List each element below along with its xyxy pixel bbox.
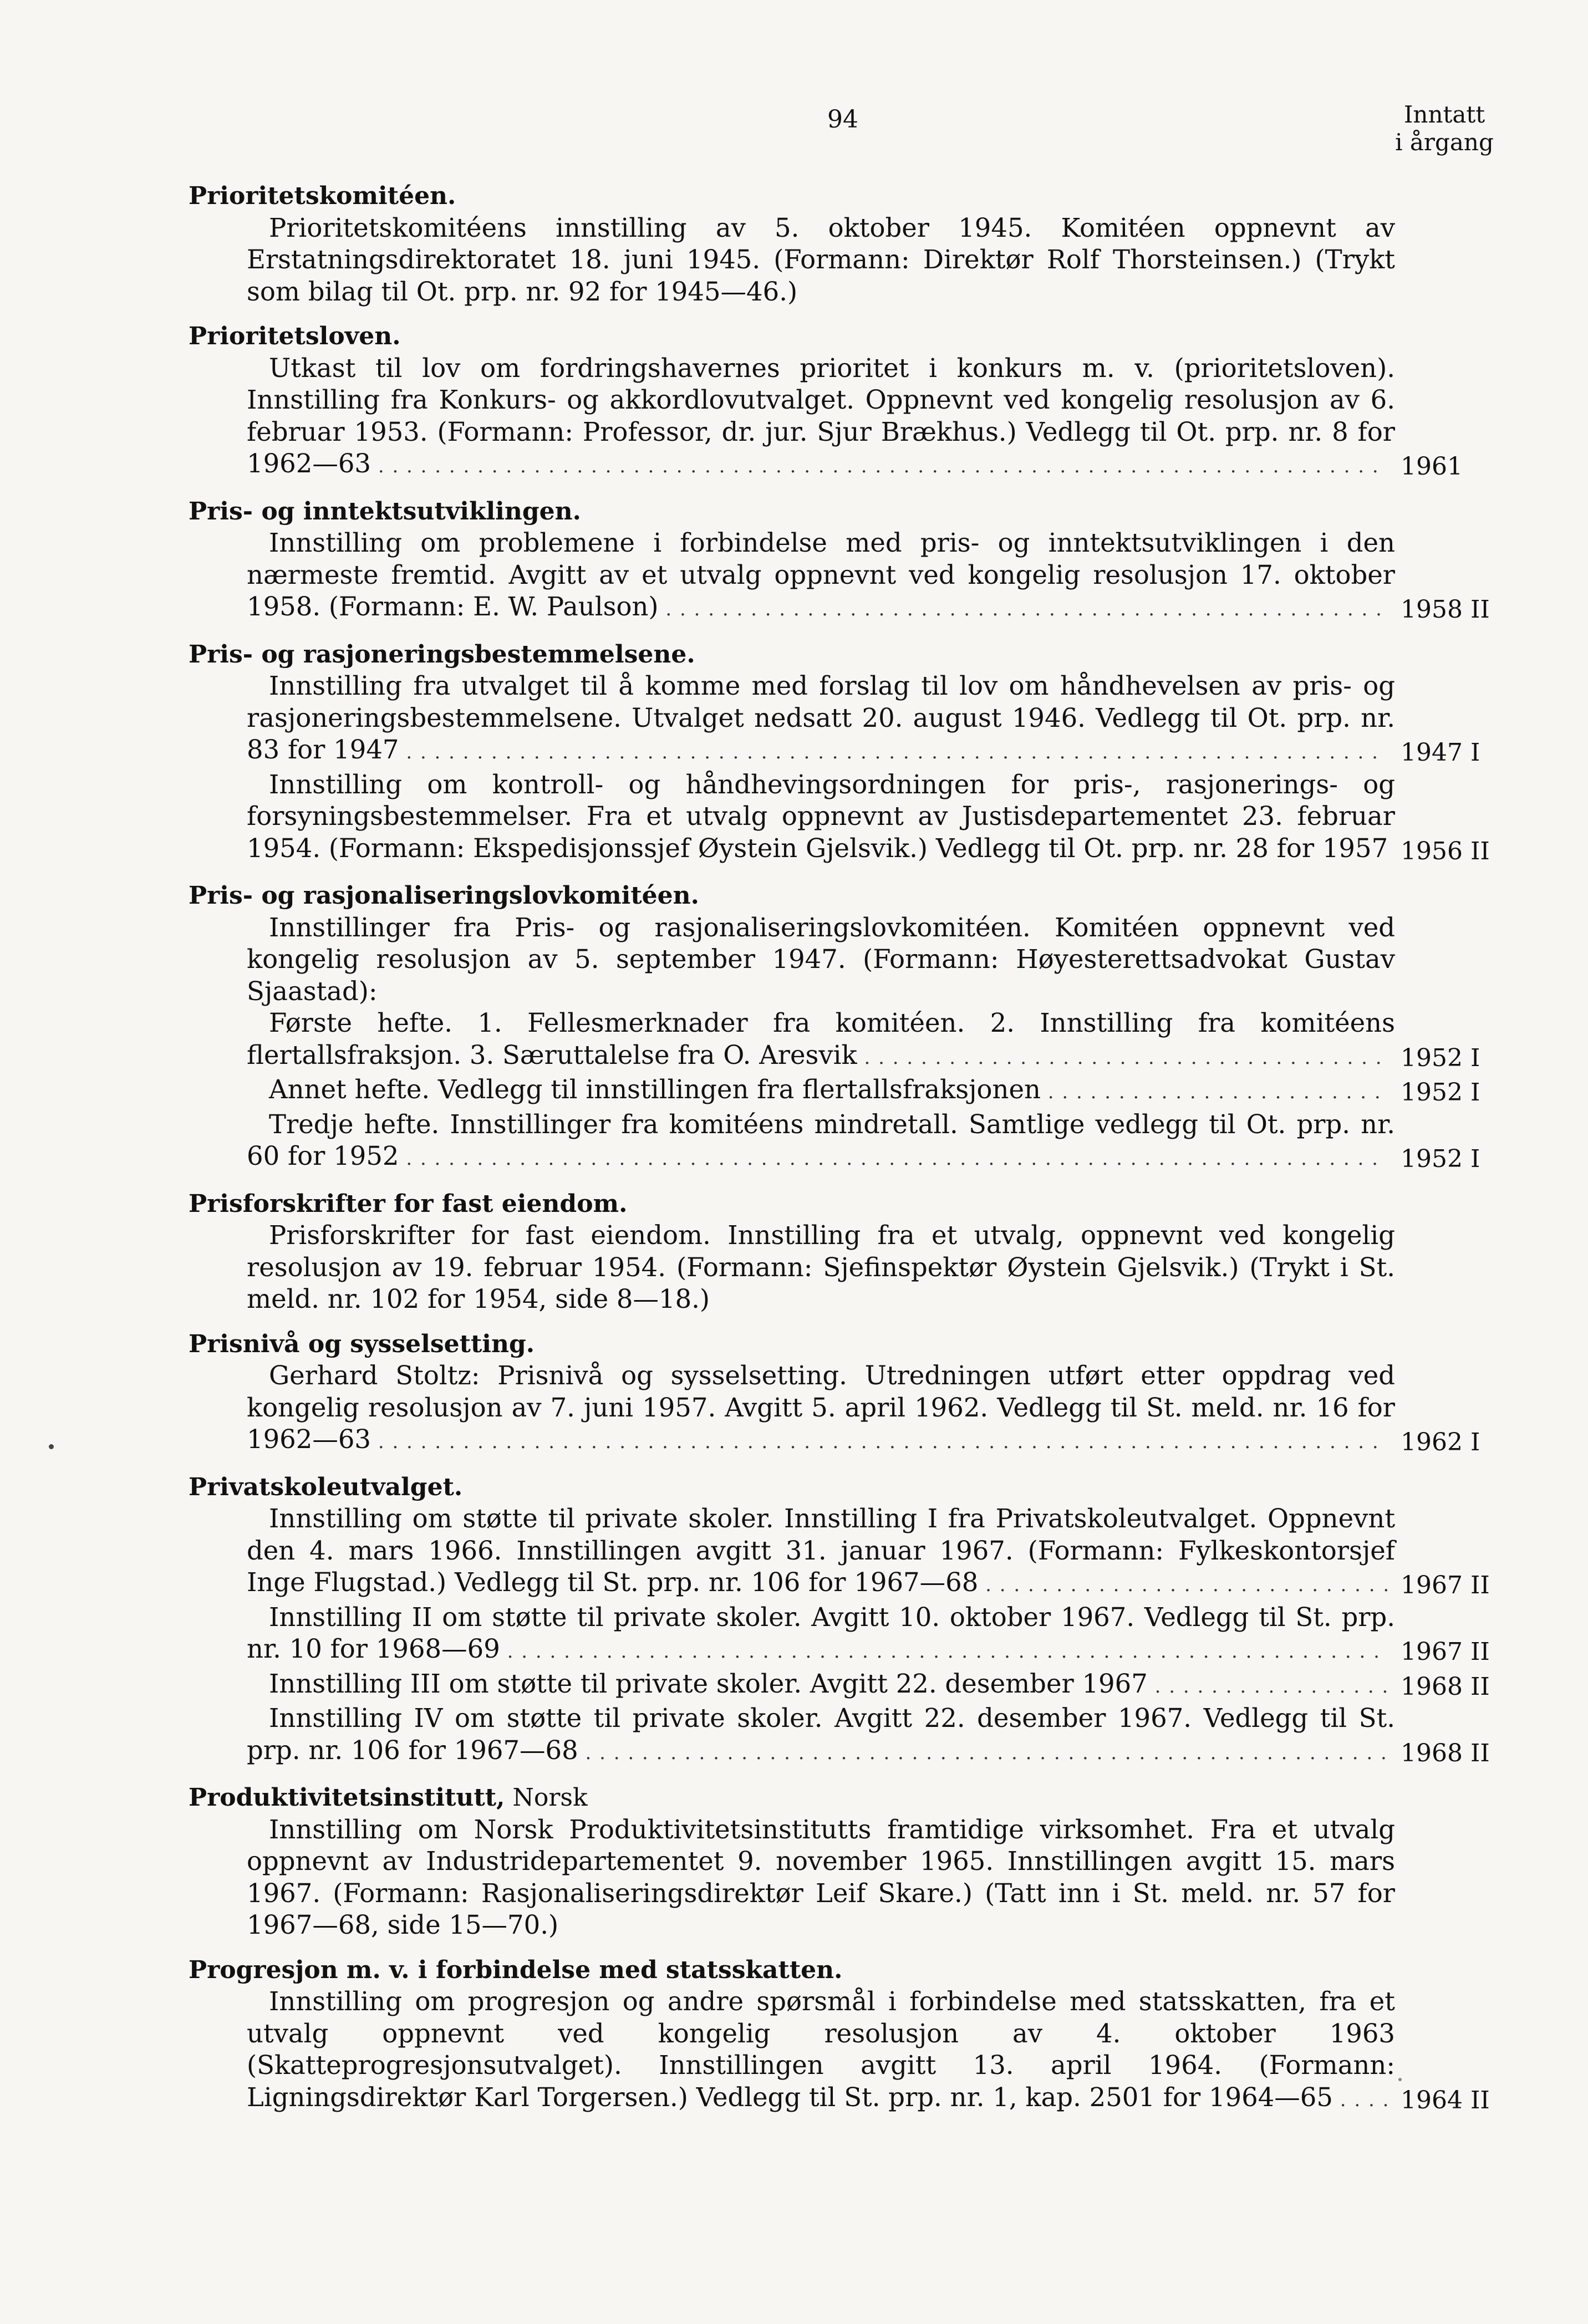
index-entry: [183, 180, 1492, 308]
scan-speck: [49, 1444, 54, 1449]
leader-dots: . . . . . . . . . . . . . . . . . . . . . . . .: [1040, 1081, 1382, 1103]
index-entry: [183, 496, 1492, 626]
entry-paragraph: Innstilling om progresjon og andre spørsmål i forbindelse med statsskatten, fra et utvalg oppnevnt ved kongelig resolusjon av 4. oktober 1963 (Skatteprogresjonsutvalget). Innstillingen avgitt 13. april 1964. (Formann: Ligningsdirektør Karl Torgersen.) Vedlegg til St. prp. nr. 1, kap. 2501 for 1964—65 . . . . 1964 II: [247, 1986, 1395, 2116]
year-reference: 1952 I: [1401, 1078, 1480, 1107]
leader-dots: . . . . . . . . . . . . . . . . . . . . . . . . . . . . .: [978, 1574, 1391, 1596]
year-reference: 1967 II: [1401, 1571, 1490, 1599]
index-entries: [183, 180, 1492, 2129]
index-entry: [183, 639, 1492, 868]
leader-dots: . . . .: [1332, 2088, 1390, 2111]
leader-dots: . . . . . . . . . . . . . . . . . . . . . . . . . . . . . . . . . . . . . . . . . . . . . . . . . . .: [658, 598, 1383, 620]
entry-paragraph: Innstillinger fra Pris- og rasjonaliseringslovkomitéen. Komitéen oppnevnt ved kongelig resolusjon av 5. september 1947. (Formann: Høyesterettsadvokat Gustav Sjaastad):: [247, 912, 1395, 1006]
entry-paragraph: Utkast til lov om fordringshavernes prioritet i konkurs m. v. (prioritetsloven). Innstilling fra Konkurs- og akkordlovutvalget. Oppnevnt ved kongelig resolusjon av 6. februar 1953. (Formann: Professor, dr. jur. Sjur Brækhus.) Vedlegg til Ot. prp. nr. 8 for 1962—63 . . . . . . . . . . . . . . . . . . . . . . . . . . . . . . . . . . . . . . . . . . . . . . . . . . . . . . . . . . . . . . . . . . . . . . . 1961: [247, 353, 1395, 483]
year-reference: 1952 I: [1401, 1043, 1480, 1072]
leader-dots: . . . . . . . . . . . . . . . . . . . . . . . . . . . . . . . . . . . . .: [857, 1046, 1383, 1069]
entry-heading: Pris- og rasjonaliseringslovkomitéen.: [189, 881, 699, 910]
entry-heading: Produktivitetsinstitutt, Norsk: [189, 1783, 588, 1812]
year-reference: 1968 II: [1401, 1672, 1490, 1701]
entry-paragraph: Første hefte. 1. Fellesmerknader fra komitéen. 2. Innstilling fra komitéens flertallsfraksjon. 3. Særuttalelse fra O. Aresvik . . . . . . . . . . . . . . . . . . . . . . . . . . . . . . . . . . . . . 1952 I: [247, 1007, 1395, 1074]
year-reference: 1956 II: [1401, 837, 1490, 865]
index-entry: [183, 1471, 1492, 1770]
leader-dots: . . . . . . . . . . . . . . . . . . . . . . . . . . . . . . . . . . . . . . . . . . . . . . . . . . . . . . . . .: [578, 1741, 1388, 1764]
leader-dots: . . . . . . . . . . . . . . . . . . . . . . . . . . . . . . . . . . . . . . . . . . . . . . . . . . . . . . . . . . . . . .: [500, 1640, 1381, 1663]
column-header: Inntatt i årgang: [1395, 101, 1494, 156]
entry-heading: Progresjon m. v. i forbindelse med statsskatten.: [189, 1955, 843, 1984]
leader-dots: . . . . . . . . . . . . . . . . .: [1147, 1675, 1390, 1698]
entry-paragraph: Innstilling om Norsk Produktivitetsinstitutts framtidige virksomhet. Fra et utvalg oppnevnt av Industridepartementet 9. november 1965. Innstillingen avgitt 15. mars 1967. (Formann: Rasjonaliseringsdirektør Leif Skare.) (Tatt inn i St. meld. nr. 57 for 1967—68, side 15—70.): [247, 1814, 1395, 1940]
entry-heading: Prisforskrifter for fast eiendom.: [189, 1189, 628, 1218]
leader-dots: . . . . . . . . . . . . . . . . . . . . . . . . . . . . . . . . . . . . . . . . . . . . . . . . . . . . . . . . . . . . . . . . . . . . . . .: [371, 1431, 1380, 1453]
year-reference: 1952 I: [1401, 1145, 1480, 1173]
year-reference: 1964 II: [1401, 2086, 1490, 2114]
leader-dots: . . . . . . . . . . . . . . . . . . . . . . . . . . . . . . . . . . . . . . . . . . . . . . . . . . . . . . . . . . . . . . . . . . . . .: [399, 1148, 1379, 1170]
entry-paragraph: Prisforskrifter for fast eiendom. Innstilling fra et utvalg, oppnevnt ved kongelig resolusjon av 19. februar 1954. (Formann: Sjefinspektør Øystein Gjelsvik.) (Trykt i St. meld. nr. 102 for 1954, side 8—18.): [247, 1220, 1395, 1314]
entry-paragraph: Innstilling III om støtte til private skoler. Avgitt 22. desember 1967 . . . . . . . . . . . . . . . . . 1968 II: [247, 1668, 1395, 1703]
entry-heading: Prioritetsloven.: [189, 322, 401, 350]
year-reference: 1962 I: [1401, 1428, 1480, 1456]
scan-speck: [1398, 2078, 1402, 2081]
entry-paragraph: Innstilling IV om støtte til private skoler. Avgitt 22. desember 1967. Vedlegg til St. prp. nr. 106 for 1967—68 . . . . . . . . . . . . . . . . . . . . . . . . . . . . . . . . . . . . . . . . . . . . . . . . . . . . . . . . . 1968 II: [247, 1703, 1395, 1769]
entry-heading: Pris- og rasjoneringsbestemmelsene.: [189, 640, 695, 669]
leader-dots: . . . . . . . . . . . . . . . . . . . . . . . . . . . . . . . . . . . . . . . . . . . . . . . . . . . . . . . . . . . . . . . . . . . . .: [399, 741, 1379, 763]
entry-heading: Prioritetskomitéen.: [189, 182, 456, 210]
entry-heading: Prisnivå og sysselsetting.: [189, 1329, 535, 1358]
entry-heading: Privatskoleutvalget.: [189, 1472, 463, 1501]
year-reference: 1968 II: [1401, 1739, 1490, 1767]
entry-paragraph: Innstilling II om støtte til private skoler. Avgitt 10. oktober 1967. Vedlegg til St. prp. nr. 10 for 1968—69 . . . . . . . . . . . . . . . . . . . . . . . . . . . . . . . . . . . . . . . . . . . . . . . . . . . . . . . . . . . . . . 1967 II: [247, 1602, 1395, 1668]
index-entry: [183, 320, 1492, 483]
entry-paragraph: Tredje hefte. Innstillinger fra komitéens mindretall. Samtlige vedlegg til Ot. prp. nr. 60 for 1952 . . . . . . . . . . . . . . . . . . . . . . . . . . . . . . . . . . . . . . . . . . . . . . . . . . . . . . . . . . . . . . . . . . . . . 1952 I: [247, 1109, 1395, 1175]
year-reference: 1961: [1401, 452, 1463, 481]
index-entry: [183, 880, 1492, 1175]
page-number: 94: [827, 105, 858, 134]
year-reference: 1967 II: [1401, 1638, 1490, 1666]
entry-paragraph: Annet hefte. Vedlegg til innstillingen fra flertallsfraksjonen . . . . . . . . . . . . . . . . . . . . . . . . 1952 I: [247, 1074, 1395, 1109]
entry-paragraph: Prioritetskomitéens innstilling av 5. oktober 1945. Komitéen oppnevnt av Erstatningsdirektoratet 18. juni 1945. (Formann: Direktør Rolf Thorsteinsen.) (Trykt som bilag til Ot. prp. nr. 92 for 1945—46.): [247, 212, 1395, 307]
index-entry: [183, 1954, 1492, 2117]
entry-paragraph: Innstilling om kontroll- og håndhevingsordningen for pris-, rasjonerings- og forsyningsbestemmelser. Fra et utvalg oppnevnt av Justisdepartementet 23. februar 1954. (Formann: Ekspedisjonssjef Øystein Gjelsvik.) Vedlegg til Ot. prp. nr. 28 for 1957 1956 II: [247, 769, 1395, 868]
index-entry: [183, 1782, 1492, 1941]
index-entry: [183, 1188, 1492, 1316]
year-reference: 1958 II: [1401, 595, 1490, 624]
entry-paragraph: Innstilling om problemene i forbindelse med pris- og inntektsutviklingen i den nærmeste fremtid. Avgitt av et utvalg oppnevnt ved kongelig resolusjon 17. oktober 1958. (Formann: E. W. Paulson) . . . . . . . . . . . . . . . . . . . . . . . . . . . . . . . . . . . . . . . . . . . . . . . . . . . 1958 II: [247, 527, 1395, 626]
entry-paragraph: Innstilling om støtte til private skoler. Innstilling I fra Privatskoleutvalget. Oppnevnt den 4. mars 1966. Innstillingen avgitt 31. januar 1967. (Formann: Fylkeskontorsjef Inge Flugstad.) Vedlegg til St. prp. nr. 106 for 1967—68 . . . . . . . . . . . . . . . . . . . . . . . . . . . . . 1967 II: [247, 1503, 1395, 1602]
index-entry: [183, 1328, 1492, 1459]
entry-heading: Pris- og inntektsutviklingen.: [189, 497, 581, 526]
entry-paragraph: Innstilling fra utvalget til å komme med forslag til lov om håndhevelsen av pris- og rasjoneringsbestemmelsene. Utvalget nedsatt 20. august 1946. Vedlegg til Ot. prp. nr. 83 for 1947 . . . . . . . . . . . . . . . . . . . . . . . . . . . . . . . . . . . . . . . . . . . . . . . . . . . . . . . . . . . . . . . . . . . . . 1947 I: [247, 670, 1395, 769]
year-reference: 1947 I: [1401, 738, 1480, 767]
entry-paragraph: Gerhard Stoltz: Prisnivå og sysselsetting. Utredningen utført etter oppdrag ved kongelig resolusjon av 7. juni 1957. Avgitt 5. april 1962. Vedlegg til St. meld. nr. 16 for 1962—63 . . . . . . . . . . . . . . . . . . . . . . . . . . . . . . . . . . . . . . . . . . . . . . . . . . . . . . . . . . . . . . . . . . . . . . . 1962 I: [247, 1360, 1395, 1459]
leader-dots: . . . . . . . . . . . . . . . . . . . . . . . . . . . . . . . . . . . . . . . . . . . . . . . . . . . . . . . . . . . . . . . . . . . . . . .: [371, 455, 1380, 477]
